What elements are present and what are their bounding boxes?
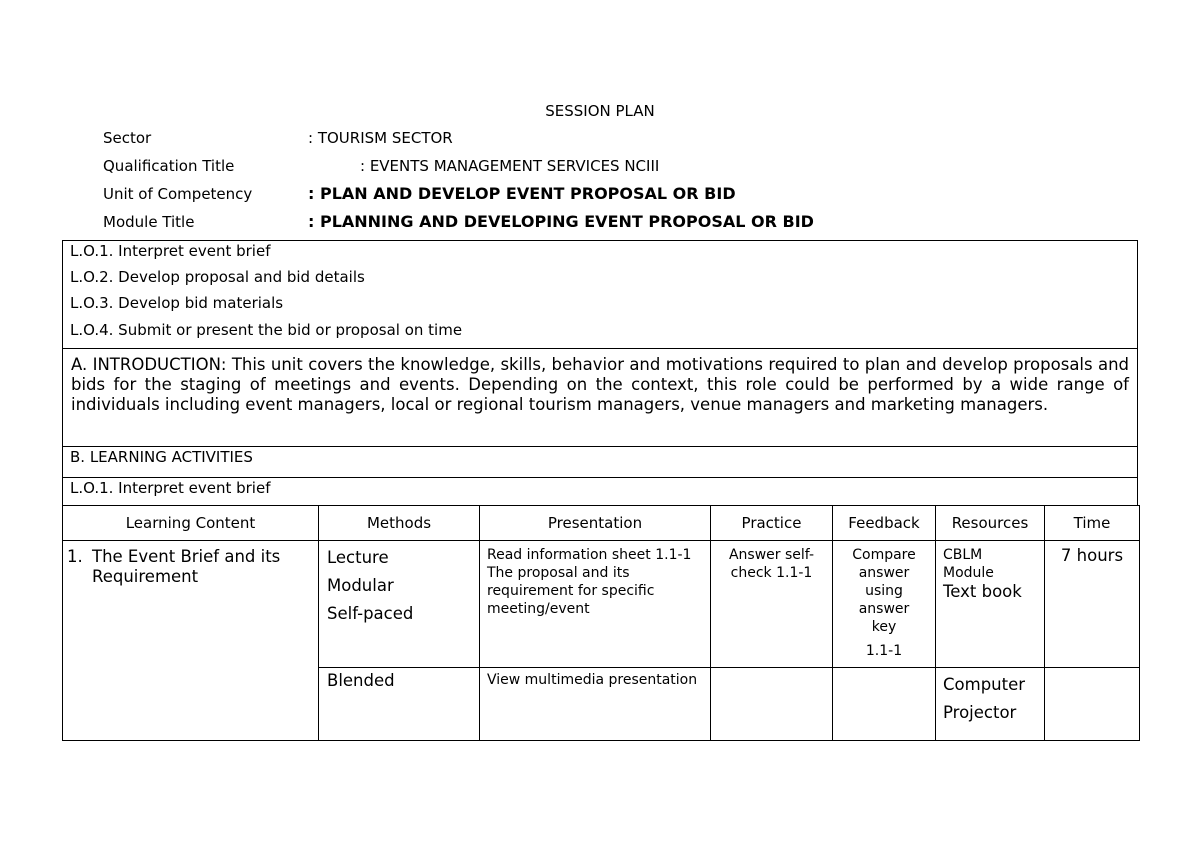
learning-content-cell <box>63 541 319 741</box>
resource-item: Projector <box>943 703 1017 722</box>
module-label: Module Title <box>103 213 195 231</box>
feedback-cell <box>833 668 936 741</box>
qualification-label: Qualification Title <box>103 157 235 175</box>
column-header: Time <box>1045 506 1140 541</box>
current-lo-box <box>62 477 1138 506</box>
time-text: 7 hours <box>1060 546 1124 565</box>
module-value: : PLANNING AND DEVELOPING EVENT PROPOSAL OR BID <box>308 212 814 231</box>
column-header: Resources <box>936 506 1045 541</box>
resource-item: Module <box>943 565 994 581</box>
learning-content-number: 1. <box>67 547 83 566</box>
method-item: Modular <box>327 576 394 595</box>
time-cell <box>1045 541 1140 668</box>
methods-cell <box>319 668 480 741</box>
presentation-cell <box>480 541 711 668</box>
lo-item: L.O.4. Submit or present the bid or proposal on time <box>70 321 463 339</box>
learning-activities-box <box>62 446 1138 478</box>
resource-item: Text book <box>943 582 1022 601</box>
learning-content-item <box>63 541 318 587</box>
column-header: Presentation <box>480 506 711 541</box>
feedback-cell <box>833 541 936 668</box>
time-cell <box>1045 668 1140 741</box>
column-header: Feedback <box>833 506 936 541</box>
table-header-row <box>63 506 1140 541</box>
resource-item: Computer <box>943 675 1026 694</box>
current-lo-text: L.O.1. Interpret event brief <box>70 479 271 497</box>
column-header: Methods <box>319 506 480 541</box>
feedback-text: Compare answer using answer key <box>852 547 916 635</box>
learning-content-text: The Event Brief and its Requirement <box>92 547 281 586</box>
practice-cell <box>711 668 833 741</box>
method-item: Lecture <box>327 548 389 567</box>
presentation-cell <box>480 668 711 741</box>
introduction-box <box>62 348 1138 447</box>
practice-text: Answer self-check 1.1-1 <box>728 547 815 581</box>
presentation-text: Read information sheet 1.1-1 The proposal and its requirement for specific meeting/event <box>487 547 692 617</box>
learning-activities-table <box>62 505 1140 741</box>
method-item: Blended <box>327 671 395 690</box>
unit-label: Unit of Competency <box>103 185 253 203</box>
column-header: Practice <box>711 506 833 541</box>
method-item: Self-paced <box>327 604 414 623</box>
learning-outcomes-box <box>62 240 1138 349</box>
feedback-code: 1.1-1 <box>865 643 903 659</box>
practice-cell <box>711 541 833 668</box>
sector-value: : TOURISM SECTOR <box>308 129 453 147</box>
unit-value: : PLAN AND DEVELOP EVENT PROPOSAL OR BID <box>308 184 736 203</box>
resource-item: CBLM <box>943 547 983 563</box>
lo-item: L.O.3. Develop bid materials <box>70 294 284 312</box>
table-row <box>63 541 1140 668</box>
introduction-text: A. INTRODUCTION: This unit covers the knowledge, skills, behavior and motivations required to plan and develop proposals and bids for the staging of meetings and events. Depending on the context, this role could be performed by a wide range of individuals including event managers, local or regional tourism managers, venue managers and marketing managers. <box>71 355 1129 414</box>
column-header: Learning Content <box>63 506 319 541</box>
session-plan-title: SESSION PLAN <box>545 102 655 120</box>
resources-cell <box>936 541 1045 668</box>
methods-cell <box>319 541 480 668</box>
presentation-text: View multimedia presentation <box>487 672 698 688</box>
qualification-value: : EVENTS MANAGEMENT SERVICES NCIII <box>360 157 660 175</box>
lo-item: L.O.2. Develop proposal and bid details <box>70 268 365 286</box>
resources-cell <box>936 668 1045 741</box>
learning-activities-heading: B. LEARNING ACTIVITIES <box>70 448 253 466</box>
lo-item: L.O.1. Interpret event brief <box>70 242 271 260</box>
sector-label: Sector <box>103 129 152 147</box>
